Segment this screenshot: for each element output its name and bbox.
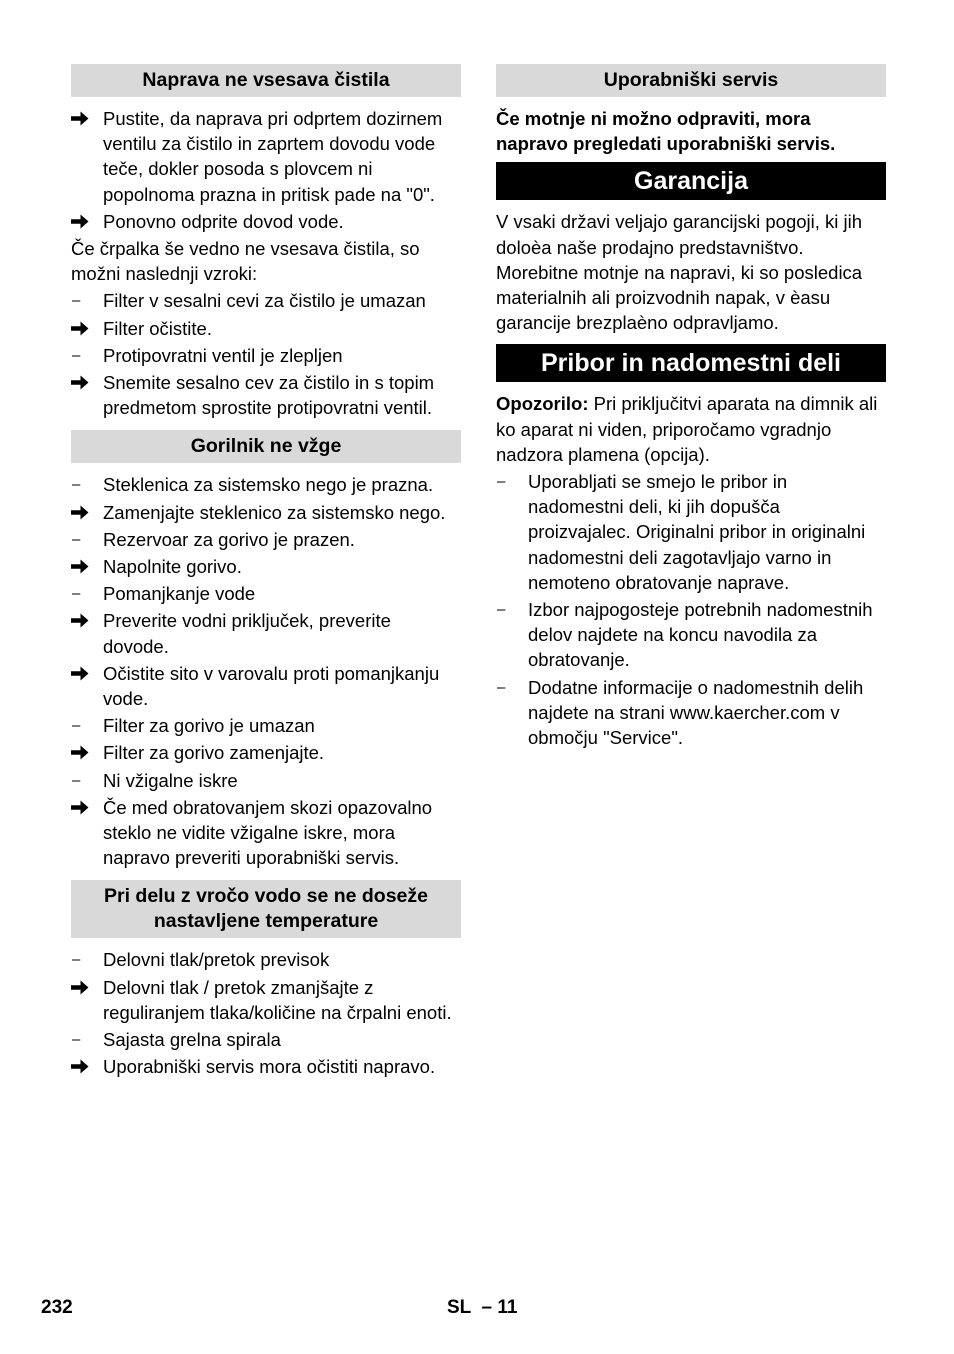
section-gap [71, 422, 461, 430]
dash-bullet-icon: – [72, 530, 81, 548]
instruction-item [71, 608, 461, 658]
dash-bullet-icon: – [497, 473, 506, 491]
right-arrow-icon [71, 500, 99, 520]
item-text: Pustite, da naprava pri odprtem dozirnem ventilu za čistilo in zaprtem dovodu vode teče, dokler posoda s plovcem ni popolnoma prazna in pritisk pade na "0". [103, 108, 443, 205]
section-heading: Pri delu z vročo vodo se ne doseže nastavljene temperature [71, 880, 461, 938]
item-text: Rezervoar za gorivo je prazen. [103, 528, 355, 550]
cause-item [71, 768, 461, 793]
language-page-label: SL – 11 [447, 1297, 518, 1318]
section-heading: Naprava ne vsesava čistila [71, 64, 461, 97]
item-text: Filter za gorivo zamenjajte. [103, 742, 325, 764]
item-text: Snemite sesalno cev za čistilo in s topim predmetom sprostite protipovratni ventil. [103, 372, 435, 419]
accessories-list [496, 469, 886, 750]
item-text: Ponovno odprite dovod vode. [103, 210, 344, 232]
item-text: Dodatne informacije o nadomestnih delih najdete na strani www.kaercher.com v območju "Service". [528, 676, 864, 749]
right-arrow-icon [71, 740, 99, 760]
right-arrow-icon [71, 370, 99, 390]
item-text: Sajasta grelna spirala [103, 1029, 281, 1051]
item-text: Protipovratni ventil je zlepljen [103, 344, 343, 366]
item-text: Če med obratovanjem skozi opazovalno steklo ne vidite vžigalne iskre, mora napravo preveriti uporabniški servis. [103, 796, 433, 869]
instruction-item [71, 795, 461, 871]
dash-bullet-icon: – [72, 771, 81, 789]
item-text: Izbor najpogosteje potrebnih nadomestnih delov najdete na koncu navodila za obratovanje. [528, 599, 873, 671]
dash-bullet-icon: – [72, 476, 81, 494]
item-text: Očistite sito v varovalu proti pomanjkanju vode. [103, 662, 440, 710]
paragraph: Če črpalka še vedno ne vsesava čistila, so možni naslednji vzroki: [71, 238, 420, 285]
item-text: Pomanjkanje vode [103, 583, 256, 605]
cause-item [71, 581, 461, 606]
warning-label: Opozorilo: [496, 393, 589, 415]
item-text: Uporabniški servis mora očistiti napravo. [103, 1056, 436, 1078]
warranty-heading: Garancija [496, 162, 886, 200]
dash-bullet-icon: – [72, 585, 81, 603]
right-arrow-icon [71, 1054, 99, 1074]
accessories-heading: Pribor in nadomestni deli [496, 344, 886, 382]
left-column [71, 64, 461, 1090]
right-arrow-icon [71, 661, 99, 681]
cause-item [71, 1027, 461, 1052]
dash-bullet-icon: – [72, 1031, 81, 1049]
instruction-item [71, 740, 461, 765]
cause-item [71, 527, 461, 552]
item-text: Filter za gorivo je umazan [103, 715, 315, 737]
warranty-text: V vsaki državi veljajo garancijski pogoji, ki jih doloèa naše prodajno predstavništvo. Morebitne motnje na napravi, ki so posledica materialnih ali proizvodnih napak, v èasu garancije brezplaèno odpravljamo. [496, 211, 863, 334]
dash-bullet-icon: – [497, 678, 506, 696]
right-arrow-icon [71, 554, 99, 574]
dash-bullet-icon: – [497, 601, 506, 619]
item-text: Filter očistite. [103, 317, 212, 339]
instruction-item [71, 554, 461, 579]
right-arrow-icon [71, 608, 99, 628]
accessories-warning [496, 391, 886, 467]
cause-item [496, 469, 886, 595]
instruction-item [71, 106, 461, 207]
dash-bullet-icon: – [72, 346, 81, 364]
warning-text: Pri priključitvi aparata na dimnik ali ko aparat ni viden, priporočamo vgradnjo nadzora plamena (opcija). [496, 393, 878, 465]
cause-item [496, 675, 886, 751]
instruction-item [71, 316, 461, 341]
item-text: Delovni tlak / pretok zmanjšajte z reguliranjem tlaka/količine na črpalni enoti. [103, 976, 452, 1023]
item-text: Steklenica za sistemsko nego je prazna. [103, 474, 434, 496]
item-text: Filter v sesalni cevi za čistilo je umazan [103, 290, 426, 312]
instruction-item [71, 209, 461, 234]
instruction-item [71, 500, 461, 525]
cause-item [71, 472, 461, 497]
cause-item [71, 343, 461, 368]
item-text: Uporabljati se smejo le pribor in nadomestni deli, ki jih dopušča proizvajalec. Originalni pribor in originalni nadomestni deli zagotavljajo varno in nemoteno obratovanje naprave. [528, 471, 866, 593]
dash-bullet-icon: – [72, 717, 81, 735]
item-text: Delovni tlak/pretok previsok [103, 949, 330, 971]
right-arrow-icon [71, 316, 99, 336]
cause-item [496, 597, 886, 673]
right-column [496, 64, 886, 752]
dash-bullet-icon: – [72, 292, 81, 310]
item-text: Ni vžigalne iskre [103, 769, 238, 791]
section-gap [71, 1082, 461, 1090]
cause-item [71, 288, 461, 313]
item-text: Zamenjajte steklenico za sistemsko nego. [103, 501, 446, 523]
item-text: Preverite vodni priključek, preverite dovode. [103, 610, 391, 657]
instruction-item [71, 661, 461, 711]
instruction-item [71, 370, 461, 420]
service-heading: Uporabniški servis [496, 64, 886, 97]
instruction-item [71, 975, 461, 1025]
service-text: Če motnje ni možno odpraviti, mora napravo pregledati uporabniški servis. [496, 108, 836, 155]
right-arrow-icon [71, 209, 99, 229]
page-number: 232 [41, 1297, 73, 1318]
right-arrow-icon [71, 975, 99, 995]
instruction-item [71, 1054, 461, 1079]
cause-item [71, 947, 461, 972]
dash-bullet-icon: – [72, 951, 81, 969]
cause-item [71, 713, 461, 738]
right-arrow-icon [71, 795, 99, 815]
section-heading: Gorilnik ne vžge [71, 430, 461, 463]
section-gap [71, 872, 461, 880]
item-text: Napolnite gorivo. [103, 556, 242, 578]
right-arrow-icon [71, 106, 99, 126]
